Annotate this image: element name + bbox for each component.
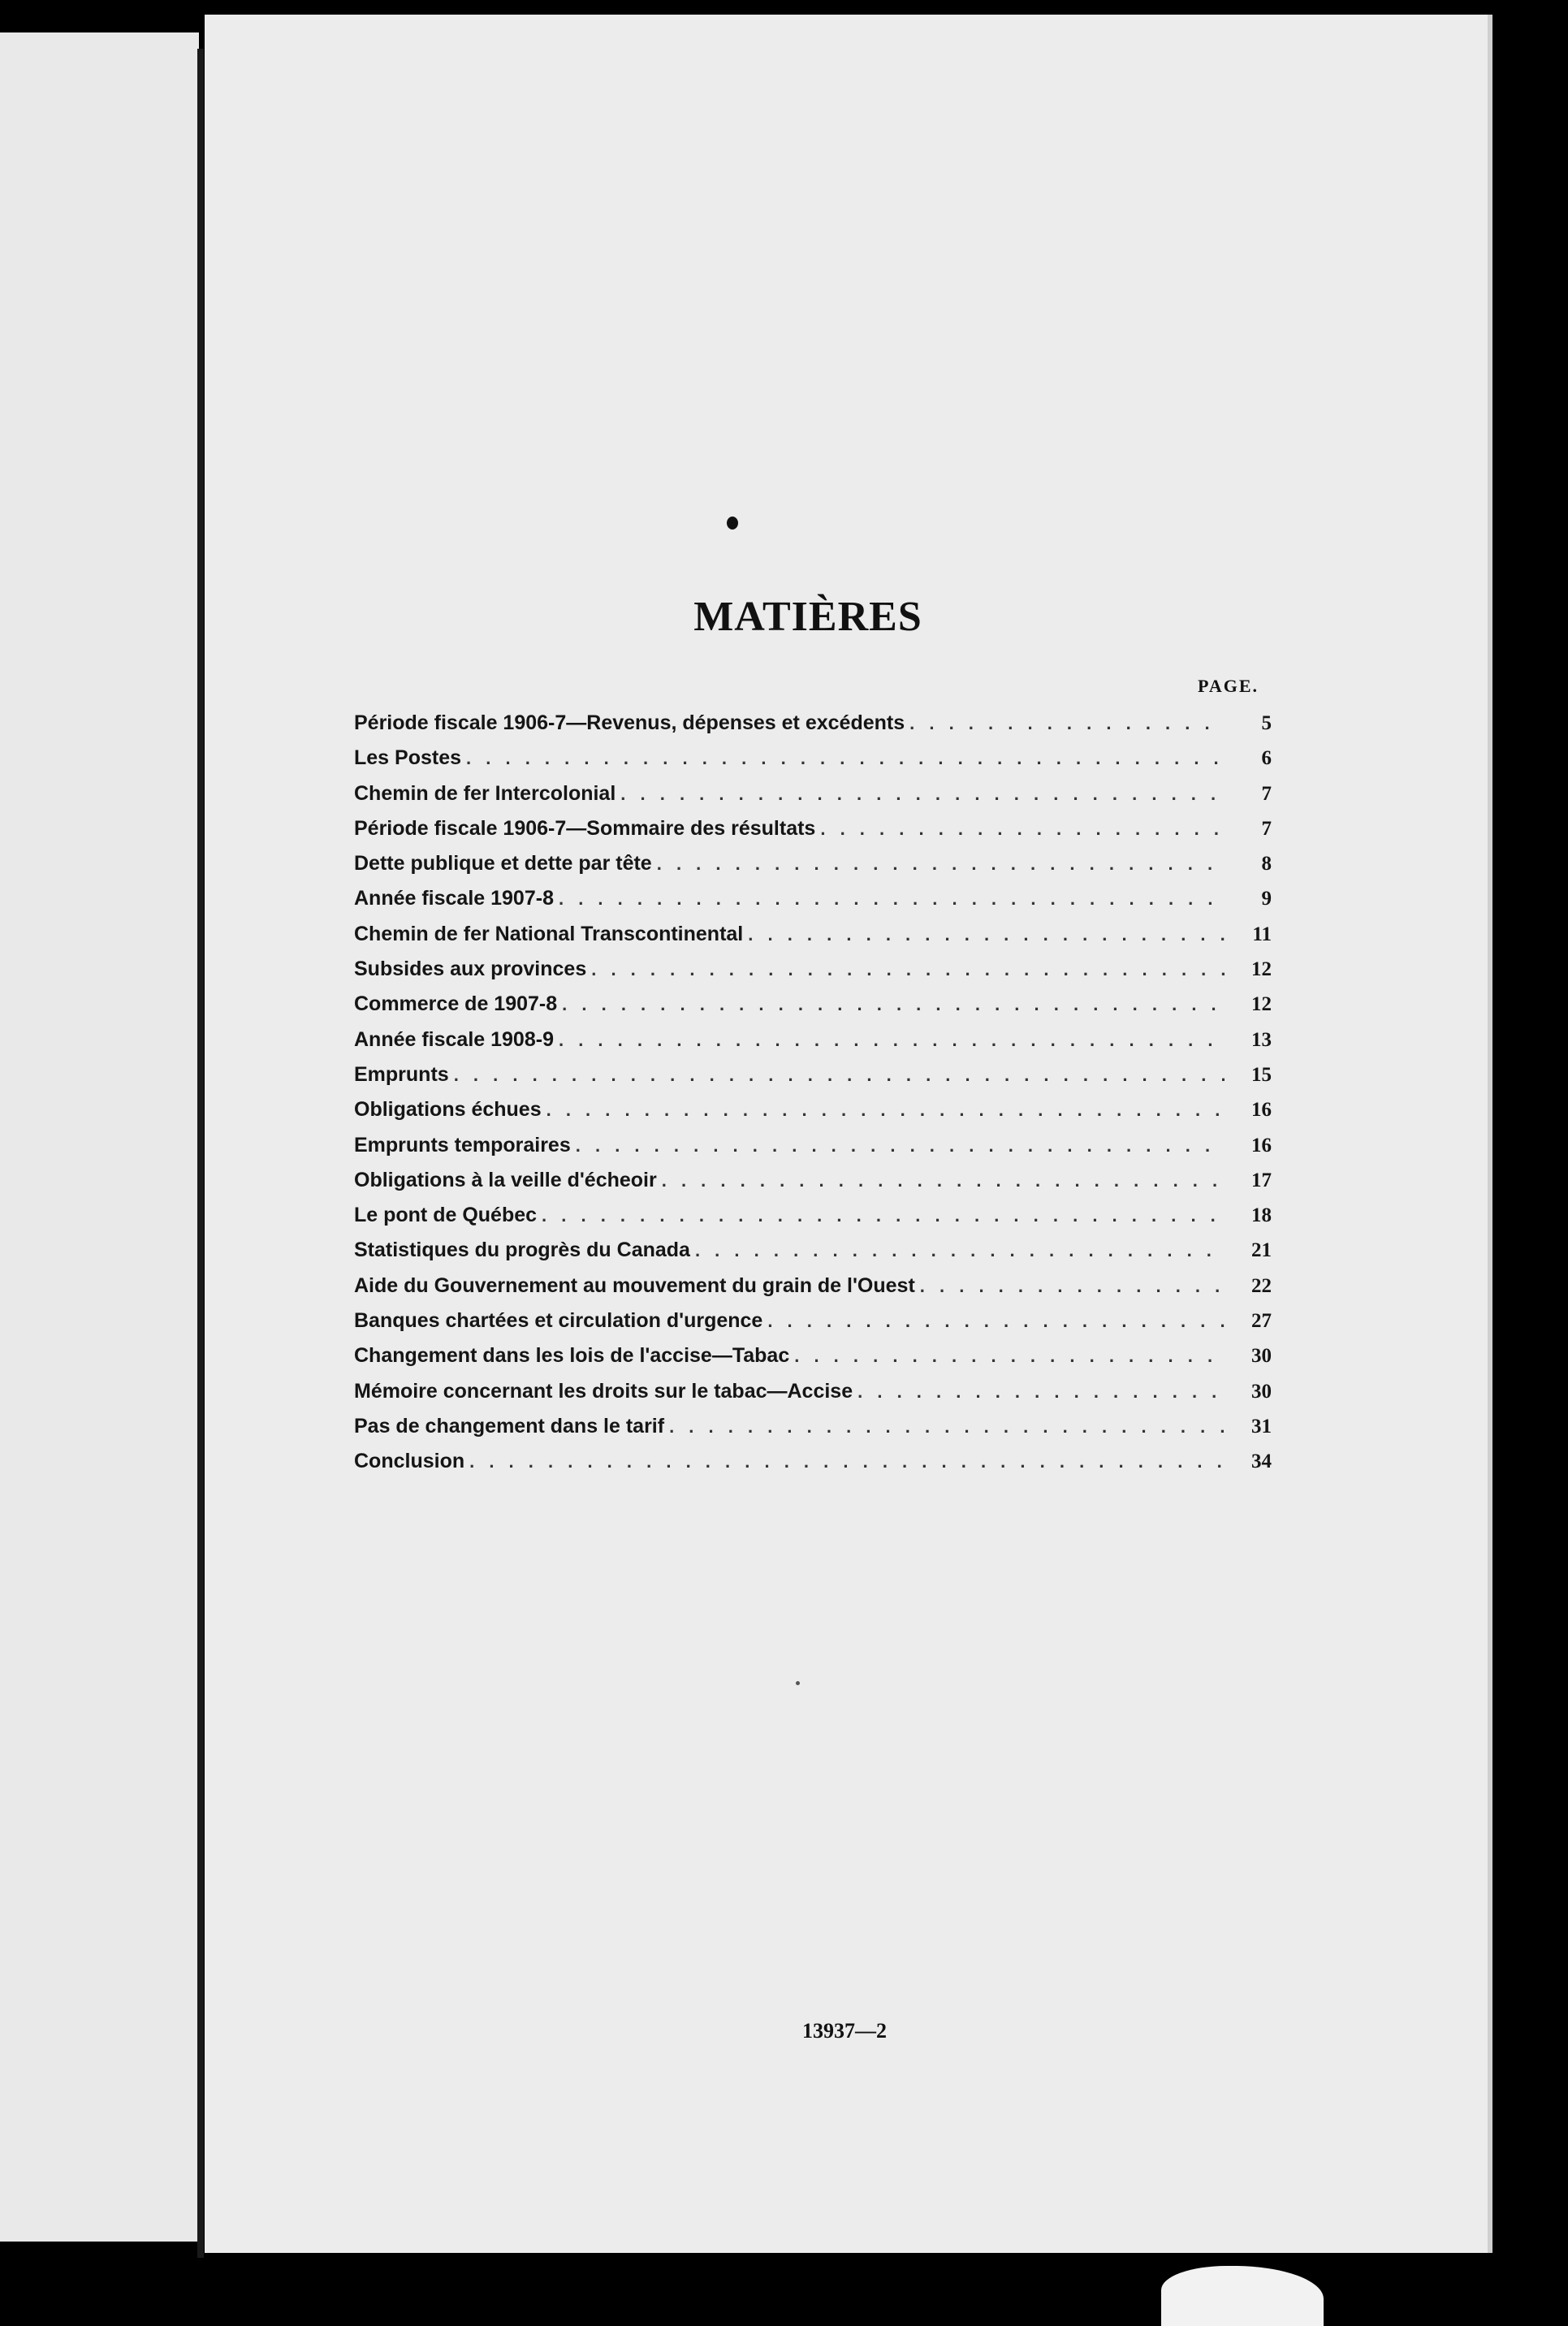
toc-entry (354, 1098, 1272, 1133)
toc-entry-page: 21 (1251, 1239, 1272, 1262)
dot-leader (559, 888, 1225, 910)
toc-entry-page: 34 (1251, 1451, 1272, 1473)
toc-entry-label: Banques chartées et circulation d'urgence (354, 1309, 763, 1333)
toc-entry-page: 11 (1252, 923, 1272, 945)
facing-page (0, 32, 199, 2242)
dot-leader (767, 1311, 1225, 1332)
toc-entry-label: Mémoire concernant les droits sur le tabac—Accise (354, 1379, 853, 1403)
toc-entry-page: 16 (1251, 1134, 1272, 1157)
dot-leader (794, 1346, 1225, 1367)
toc-entry (354, 711, 1272, 746)
toc-entry (354, 817, 1272, 852)
toc-entry-label: Pas de changement dans le tarif (354, 1414, 665, 1438)
toc-entry (354, 992, 1272, 1027)
toc-entry (354, 923, 1272, 958)
toc-entry-page: 6 (1261, 747, 1272, 770)
toc-entry (354, 746, 1272, 781)
toc-entry-page: 22 (1251, 1274, 1272, 1297)
toc-entry-label: Chemin de fer Intercolonial (354, 781, 616, 805)
dot-leader (857, 1381, 1225, 1403)
toc-entry-label: Chemin de fer National Transcontinental (354, 922, 744, 945)
dot-leader (591, 959, 1225, 980)
dot-leader (620, 784, 1225, 805)
toc-entry (354, 1169, 1272, 1204)
toc-entry-page: 12 (1251, 958, 1272, 981)
toc-entry-page: 12 (1251, 993, 1272, 1016)
binding-gutter (197, 49, 204, 2258)
toc-entry (354, 1450, 1272, 1485)
table-of-contents (354, 711, 1272, 1485)
toc-entry-label: Année fiscale 1908-9 (354, 1027, 554, 1051)
dot-leader (466, 748, 1225, 769)
toc-entry-page: 30 (1251, 1345, 1272, 1368)
toc-entry (354, 852, 1272, 887)
toc-entry-label: Emprunts (354, 1062, 449, 1086)
toc-entry (354, 1028, 1272, 1063)
toc-entry-page: 18 (1251, 1204, 1272, 1227)
dot-leader (748, 924, 1225, 945)
toc-entry (354, 1380, 1272, 1415)
toc-entry (354, 1063, 1272, 1098)
dot-leader (669, 1416, 1225, 1438)
toc-entry (354, 1309, 1272, 1344)
toc-entry (354, 782, 1272, 817)
toc-entry-label: Période fiscale 1906-7—Revenus, dépenses et excédents (354, 711, 905, 734)
toc-entry-page: 5 (1261, 712, 1272, 734)
toc-entry-page: 31 (1251, 1415, 1272, 1438)
toc-entry-page: 27 (1251, 1310, 1272, 1333)
toc-entry-label: Obligations à la veille d'écheoir (354, 1168, 657, 1191)
toc-entry-label: Subsides aux provinces (354, 958, 587, 981)
toc-entry-page: 17 (1251, 1169, 1272, 1191)
page-column-header: PAGE. (1198, 676, 1259, 696)
toc-entry-page: 7 (1261, 817, 1272, 840)
toc-entry (354, 958, 1272, 992)
ink-speck (796, 1681, 800, 1685)
toc-entry (354, 887, 1272, 922)
toc-entry-label: Aide du Gouvernement au mouvement du grain de l'Ouest (354, 1273, 915, 1297)
toc-entry-page: 30 (1251, 1380, 1272, 1403)
dot-leader (559, 1030, 1225, 1051)
toc-entry (354, 1134, 1272, 1169)
toc-entry-page: 7 (1261, 782, 1272, 805)
toc-entry-page: 13 (1251, 1028, 1272, 1051)
toc-entry-label: Période fiscale 1906-7—Sommaire des résultats (354, 816, 816, 840)
dot-leader (546, 1100, 1225, 1121)
toc-entry-label: Commerce de 1907-8 (354, 992, 558, 1016)
dot-leader (662, 1170, 1225, 1191)
ink-dot-mark (727, 517, 738, 530)
dot-leader (542, 1205, 1225, 1226)
toc-entry-label: Les Postes (354, 746, 462, 770)
page-title: MATIÈRES (693, 594, 922, 640)
dot-leader (820, 819, 1225, 840)
toc-entry-page: 8 (1261, 853, 1272, 875)
printer-code: 13937—2 (802, 2019, 887, 2043)
toc-entry-label: Dette publique et dette par tête (354, 852, 652, 875)
toc-entry (354, 1239, 1272, 1273)
toc-entry-label: Statistiques du progrès du Canada (354, 1239, 690, 1262)
page-edge (1488, 15, 1492, 2253)
toc-entry-label: Changement dans les lois de l'accise—Tabac (354, 1344, 790, 1368)
toc-entry-label: Année fiscale 1907-8 (354, 887, 554, 910)
toc-entry-page: 16 (1251, 1099, 1272, 1122)
toc-entry-page: 15 (1251, 1063, 1272, 1086)
toc-entry (354, 1344, 1272, 1379)
dot-leader (469, 1451, 1225, 1472)
toc-entry-label: Obligations échues (354, 1098, 542, 1122)
dot-leader (454, 1065, 1225, 1086)
toc-entry-label: Le pont de Québec (354, 1204, 538, 1227)
paper-corner-fragment (1161, 2266, 1324, 2326)
toc-entry-label: Emprunts temporaires (354, 1133, 571, 1157)
toc-entry (354, 1204, 1272, 1239)
dot-leader (657, 854, 1225, 875)
toc-entry (354, 1274, 1272, 1309)
dot-leader (695, 1240, 1225, 1261)
dot-leader (576, 1135, 1225, 1157)
toc-entry (354, 1415, 1272, 1450)
dot-leader (562, 994, 1225, 1015)
dot-leader (909, 713, 1225, 734)
toc-entry-page: 9 (1261, 888, 1272, 910)
dot-leader (920, 1276, 1225, 1297)
toc-entry-label: Conclusion (354, 1450, 465, 1473)
